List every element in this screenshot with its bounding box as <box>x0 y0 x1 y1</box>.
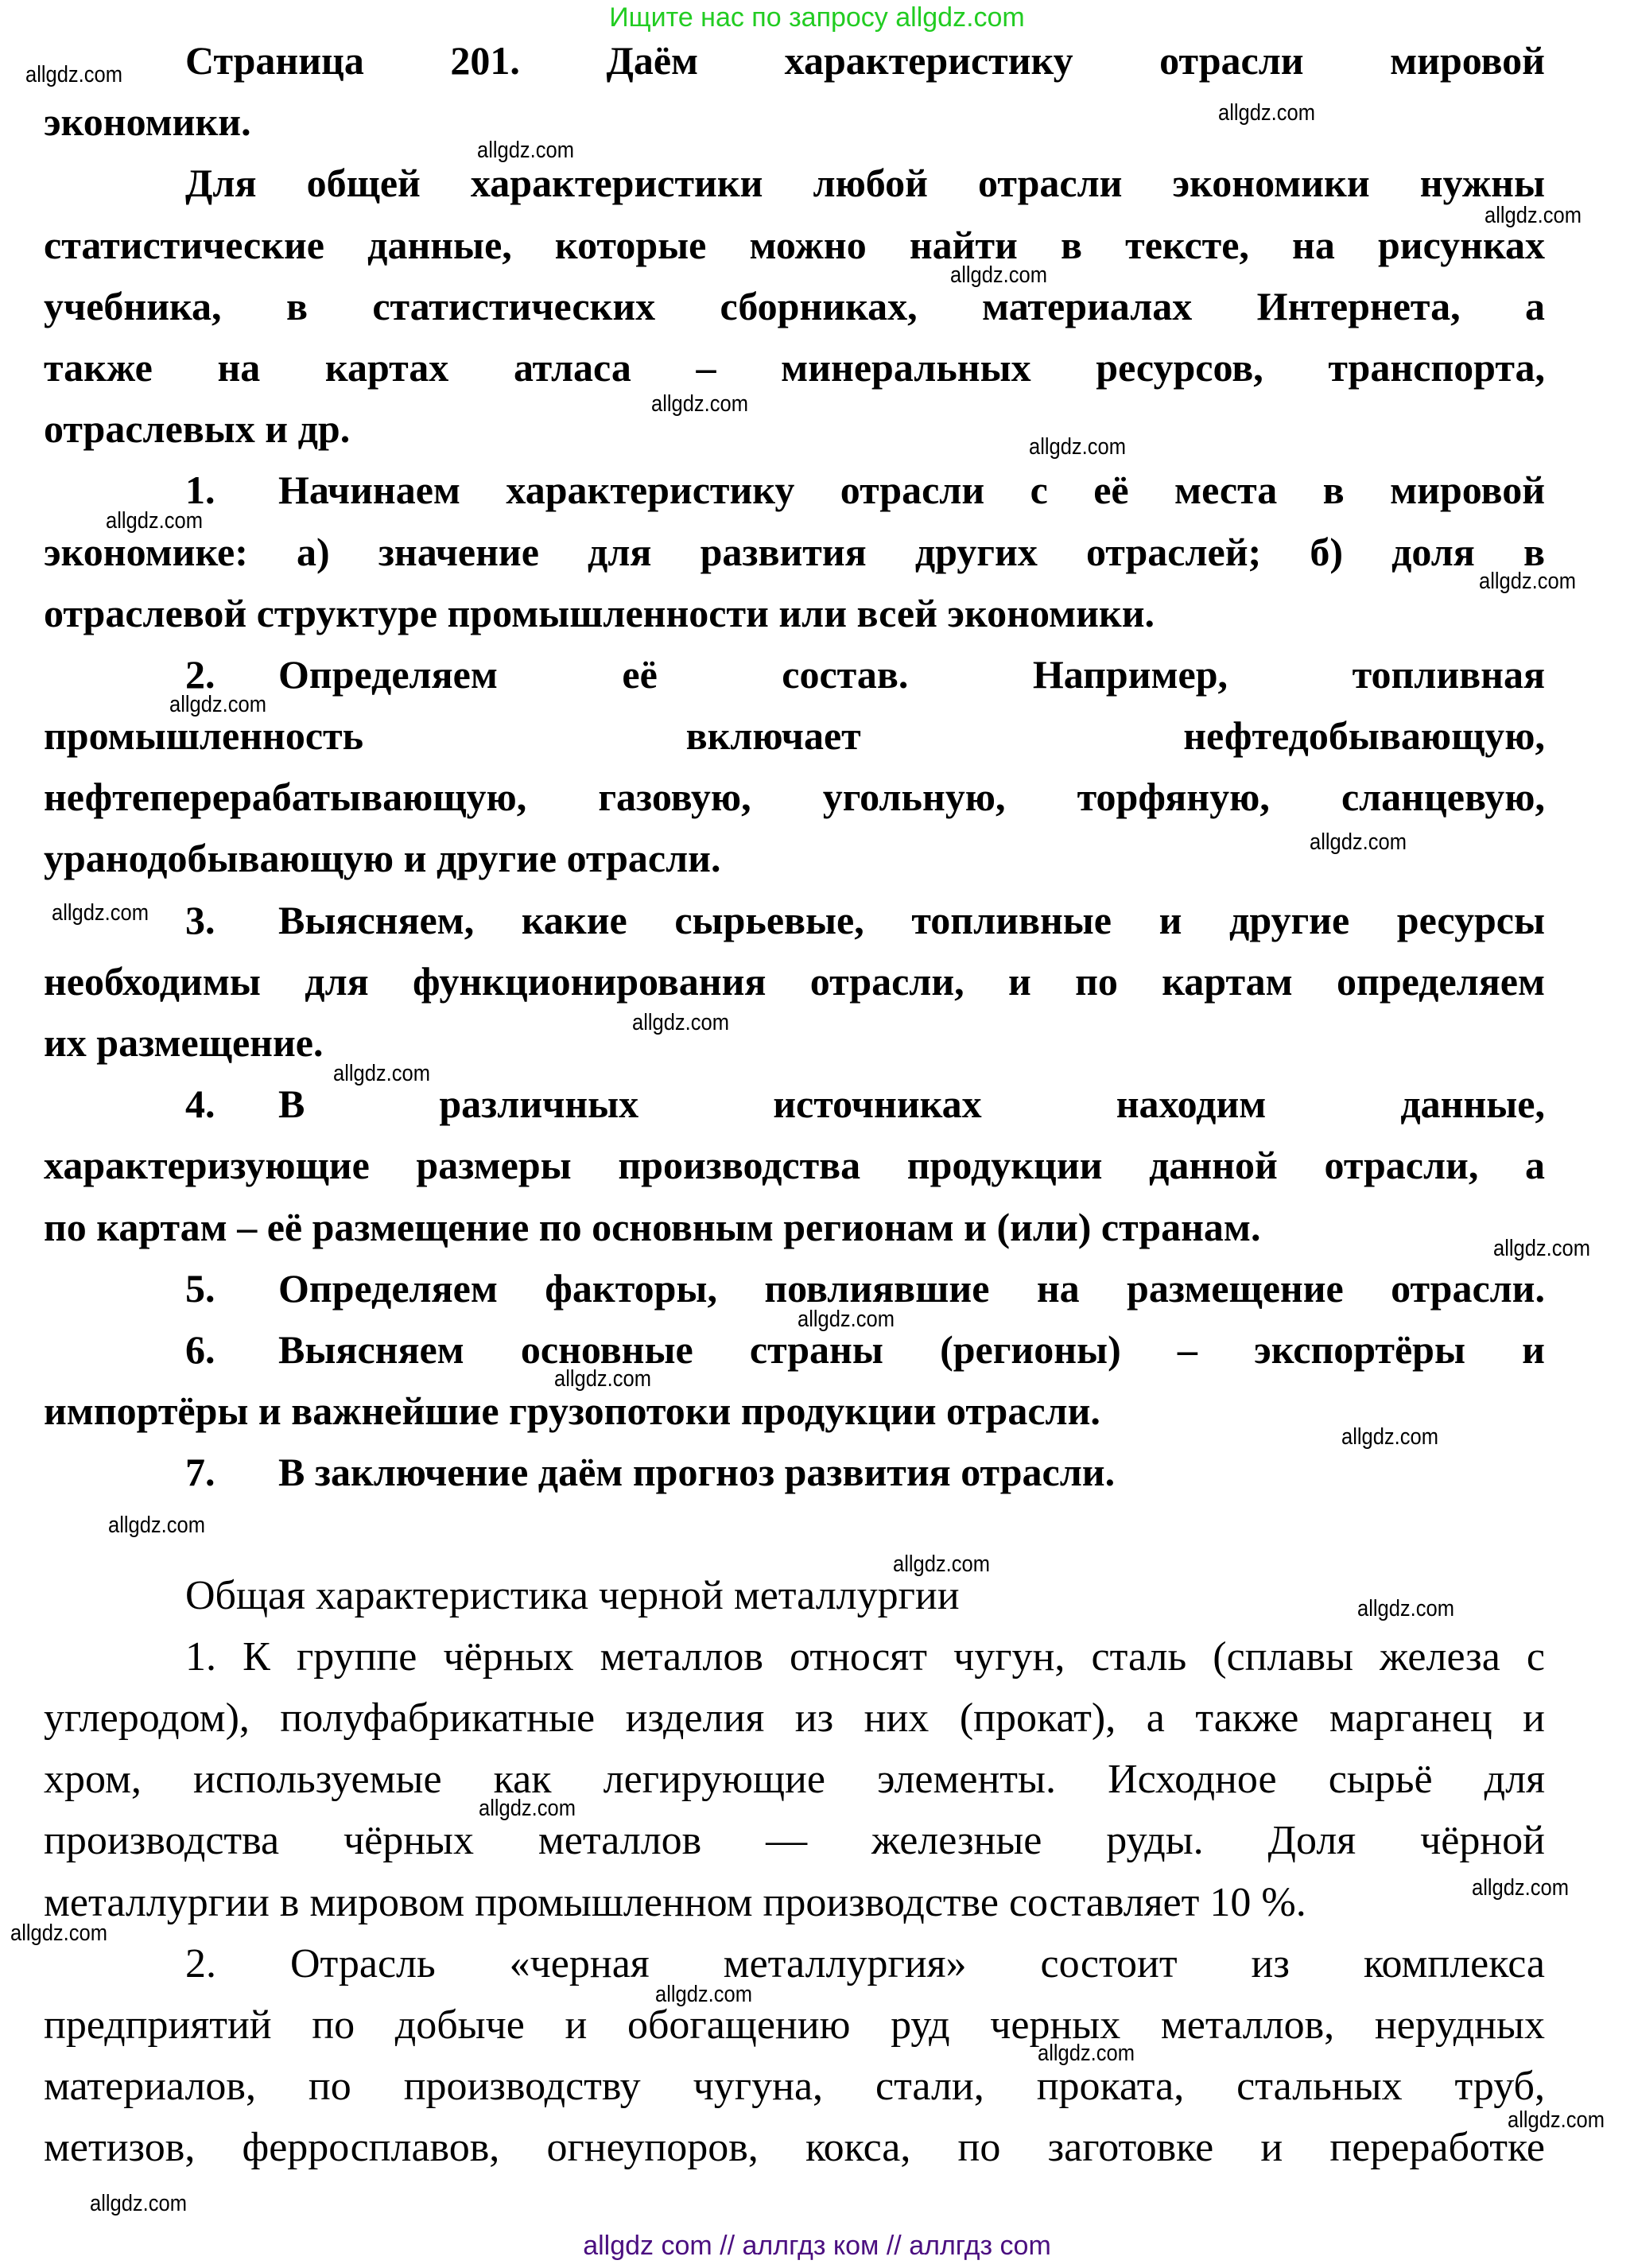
line-text: Общая характеристика черной металлургии <box>185 1572 960 1618</box>
watermark: allgdz.com <box>1479 569 1576 594</box>
watermark: allgdz.com <box>1310 829 1407 855</box>
text-line <box>44 1626 1545 1687</box>
text-line <box>44 1994 1545 2056</box>
text-line <box>44 1197 1545 1258</box>
text-line <box>44 276 1545 337</box>
watermark: allgdz.com <box>1508 2107 1605 2133</box>
text-line <box>44 1687 1545 1749</box>
line-text: метизов, ферросплавов, огнеупоров, кокса, по заготовке и переработке <box>44 2125 1545 2171</box>
watermark: allgdz.com <box>1341 1424 1438 1450</box>
text-line <box>44 2117 1545 2178</box>
text-line <box>44 2056 1545 2117</box>
line-text: по картам – её размещение по основным регионам и (или) странам. <box>44 1204 1261 1249</box>
text-line <box>44 1442 1545 1503</box>
line-text: также на картах атласа – минеральных ресурсов, транспорта, <box>44 344 1545 390</box>
watermark: allgdz.com <box>1357 1596 1454 1621</box>
line-text: импортёры и важнейшие грузопотоки продукции отрасли. <box>44 1388 1100 1434</box>
text-line <box>44 1381 1545 1442</box>
line-text: необходимы для функционирования отрасли, и по картам определяем <box>44 958 1545 1004</box>
watermark: allgdz.com <box>1218 100 1315 126</box>
watermark: allgdz.com <box>1029 434 1126 460</box>
item-number: 2. <box>185 651 215 697</box>
line-text: Определяем её состав. Например, топливная <box>278 651 1545 697</box>
text-line <box>44 1810 1545 1871</box>
watermark: allgdz.com <box>108 1513 205 1538</box>
text-line <box>44 1872 1545 1933</box>
text-line <box>44 1933 1545 1994</box>
text-line <box>44 767 1545 828</box>
watermark: allgdz.com <box>169 692 266 717</box>
footer-link-allgdz-cyr[interactable]: аллгдз ком <box>742 2231 879 2261</box>
text-line <box>44 1565 1545 1626</box>
watermark: allgdz.com <box>1038 2041 1135 2066</box>
line-text: Выясняем основные страны (регионы) – экспортёры и <box>278 1326 1545 1372</box>
line-text: Выясняем, какие сырьевые, топливные и другие ресурсы <box>278 897 1545 942</box>
text-line <box>44 1012 1545 1074</box>
item-number: 5. <box>185 1265 215 1311</box>
text-line <box>44 1074 1545 1135</box>
line-text: Страница 201. Даём характеристику отрасли мировой <box>185 38 1545 83</box>
line-text: отраслевых и др. <box>44 406 351 452</box>
text-line <box>44 337 1545 398</box>
watermark: allgdz.com <box>632 1010 729 1035</box>
line-text: отраслевой структуре промышленности или всей экономики. <box>44 590 1155 635</box>
line-text: производства чёрных металлов — железные руды. Доля чёрной <box>44 1818 1545 1864</box>
watermark: allgdz.com <box>554 1366 651 1392</box>
watermark: allgdz.com <box>893 1551 990 1577</box>
item-number: 1. <box>185 468 215 513</box>
watermark: allgdz.com <box>479 1796 576 1821</box>
line-text: нефтеперерабатывающую, газовую, угольную, торфяную, сланцевую, <box>44 775 1545 820</box>
line-text: 2. Отрасль «черная металлургия» состоит из комплекса <box>185 1940 1545 1986</box>
line-text: хром, используемые как легирующие элементы. Исходное сырьё для <box>44 1757 1545 1803</box>
line-text: статистические данные, которые можно найти в тексте, на рисунках <box>44 222 1545 267</box>
line-text: 1. К группе чёрных металлов относят чугун, сталь (сплавы железа с <box>185 1633 1545 1680</box>
line-text: материалов, по производству чугуна, стали, проката, стальных труб, <box>44 2064 1545 2110</box>
footer-link-allgdz[interactable]: allgdz com <box>583 2231 712 2261</box>
watermark: allgdz.com <box>52 900 149 926</box>
text-line <box>44 398 1545 460</box>
text-line <box>44 522 1545 583</box>
watermark: allgdz.com <box>477 138 574 163</box>
line-text: экономике: а) значение для развития других отраслей; б) доля в <box>44 529 1545 574</box>
watermark: allgdz.com <box>1485 203 1582 228</box>
text-line <box>44 1504 1545 1565</box>
text-line <box>44 644 1545 705</box>
watermark: allgdz.com <box>106 508 203 534</box>
search-hint-banner: Ищите нас по запросу allgdz.com <box>609 2 1025 33</box>
watermark: allgdz.com <box>90 2191 187 2216</box>
text-line <box>44 951 1545 1012</box>
line-text: промышленность включает нефтедобывающую, <box>44 713 1545 759</box>
footer-link-allgdz-mixed[interactable]: аллгдз com <box>909 2231 1051 2261</box>
watermark: allgdz.com <box>10 1920 107 1946</box>
footer-separator: // <box>886 2231 902 2261</box>
line-text: экономики. <box>44 99 251 145</box>
text-line <box>44 1319 1545 1381</box>
watermark: allgdz.com <box>651 391 748 417</box>
text-line <box>44 215 1545 276</box>
line-text: их размещение. <box>44 1020 324 1065</box>
text-line <box>44 91 1545 153</box>
text-line <box>44 153 1545 214</box>
text-line <box>44 460 1545 521</box>
document-body <box>44 30 1545 2179</box>
watermark: allgdz.com <box>25 62 122 87</box>
watermark: allgdz.com <box>333 1061 430 1086</box>
text-line <box>44 30 1545 91</box>
text-line <box>44 705 1545 767</box>
line-text: характеризующие размеры производства продукции данной отрасли, а <box>44 1143 1545 1188</box>
line-text: Определяем факторы, повлиявшие на размещение отрасли. <box>278 1265 1545 1311</box>
text-line <box>44 1258 1545 1319</box>
item-number: 4. <box>185 1082 215 1127</box>
watermark: allgdz.com <box>655 1982 752 2007</box>
line-text: предприятий по добыче и обогащению руд черных металлов, нерудных <box>44 2002 1545 2048</box>
line-text: В различных источниках находим данные, <box>278 1082 1545 1127</box>
line-text: Начинаем характеристику отрасли с её места в мировой <box>278 468 1545 513</box>
item-number: 6. <box>185 1326 215 1372</box>
watermark: allgdz.com <box>798 1307 895 1332</box>
line-text: металлургии в мировом промышленном производстве составляет 10 %. <box>44 1879 1306 1925</box>
line-text: углеродом), полуфабрикатные изделия из них (прокат), а также марганец и <box>44 1695 1545 1742</box>
footer-separator: // <box>720 2231 735 2261</box>
item-number: 7. <box>185 1450 215 1495</box>
watermark: allgdz.com <box>950 262 1047 288</box>
text-line <box>44 583 1545 644</box>
item-number: 3. <box>185 897 215 942</box>
footer-links <box>0 2227 1634 2265</box>
line-text: уранодобывающую и другие отрасли. <box>44 836 721 881</box>
text-line <box>44 1135 1545 1196</box>
text-line <box>44 1749 1545 1810</box>
watermark: allgdz.com <box>1472 1875 1569 1901</box>
watermark: allgdz.com <box>1493 1236 1590 1261</box>
text-line <box>44 890 1545 951</box>
line-text: учебника, в статистических сборниках, материалах Интернета, а <box>44 283 1545 328</box>
line-text: В заключение даём прогноз развития отрасли. <box>278 1450 1116 1495</box>
line-text: Для общей характеристики любой отрасли экономики нужны <box>185 161 1545 206</box>
